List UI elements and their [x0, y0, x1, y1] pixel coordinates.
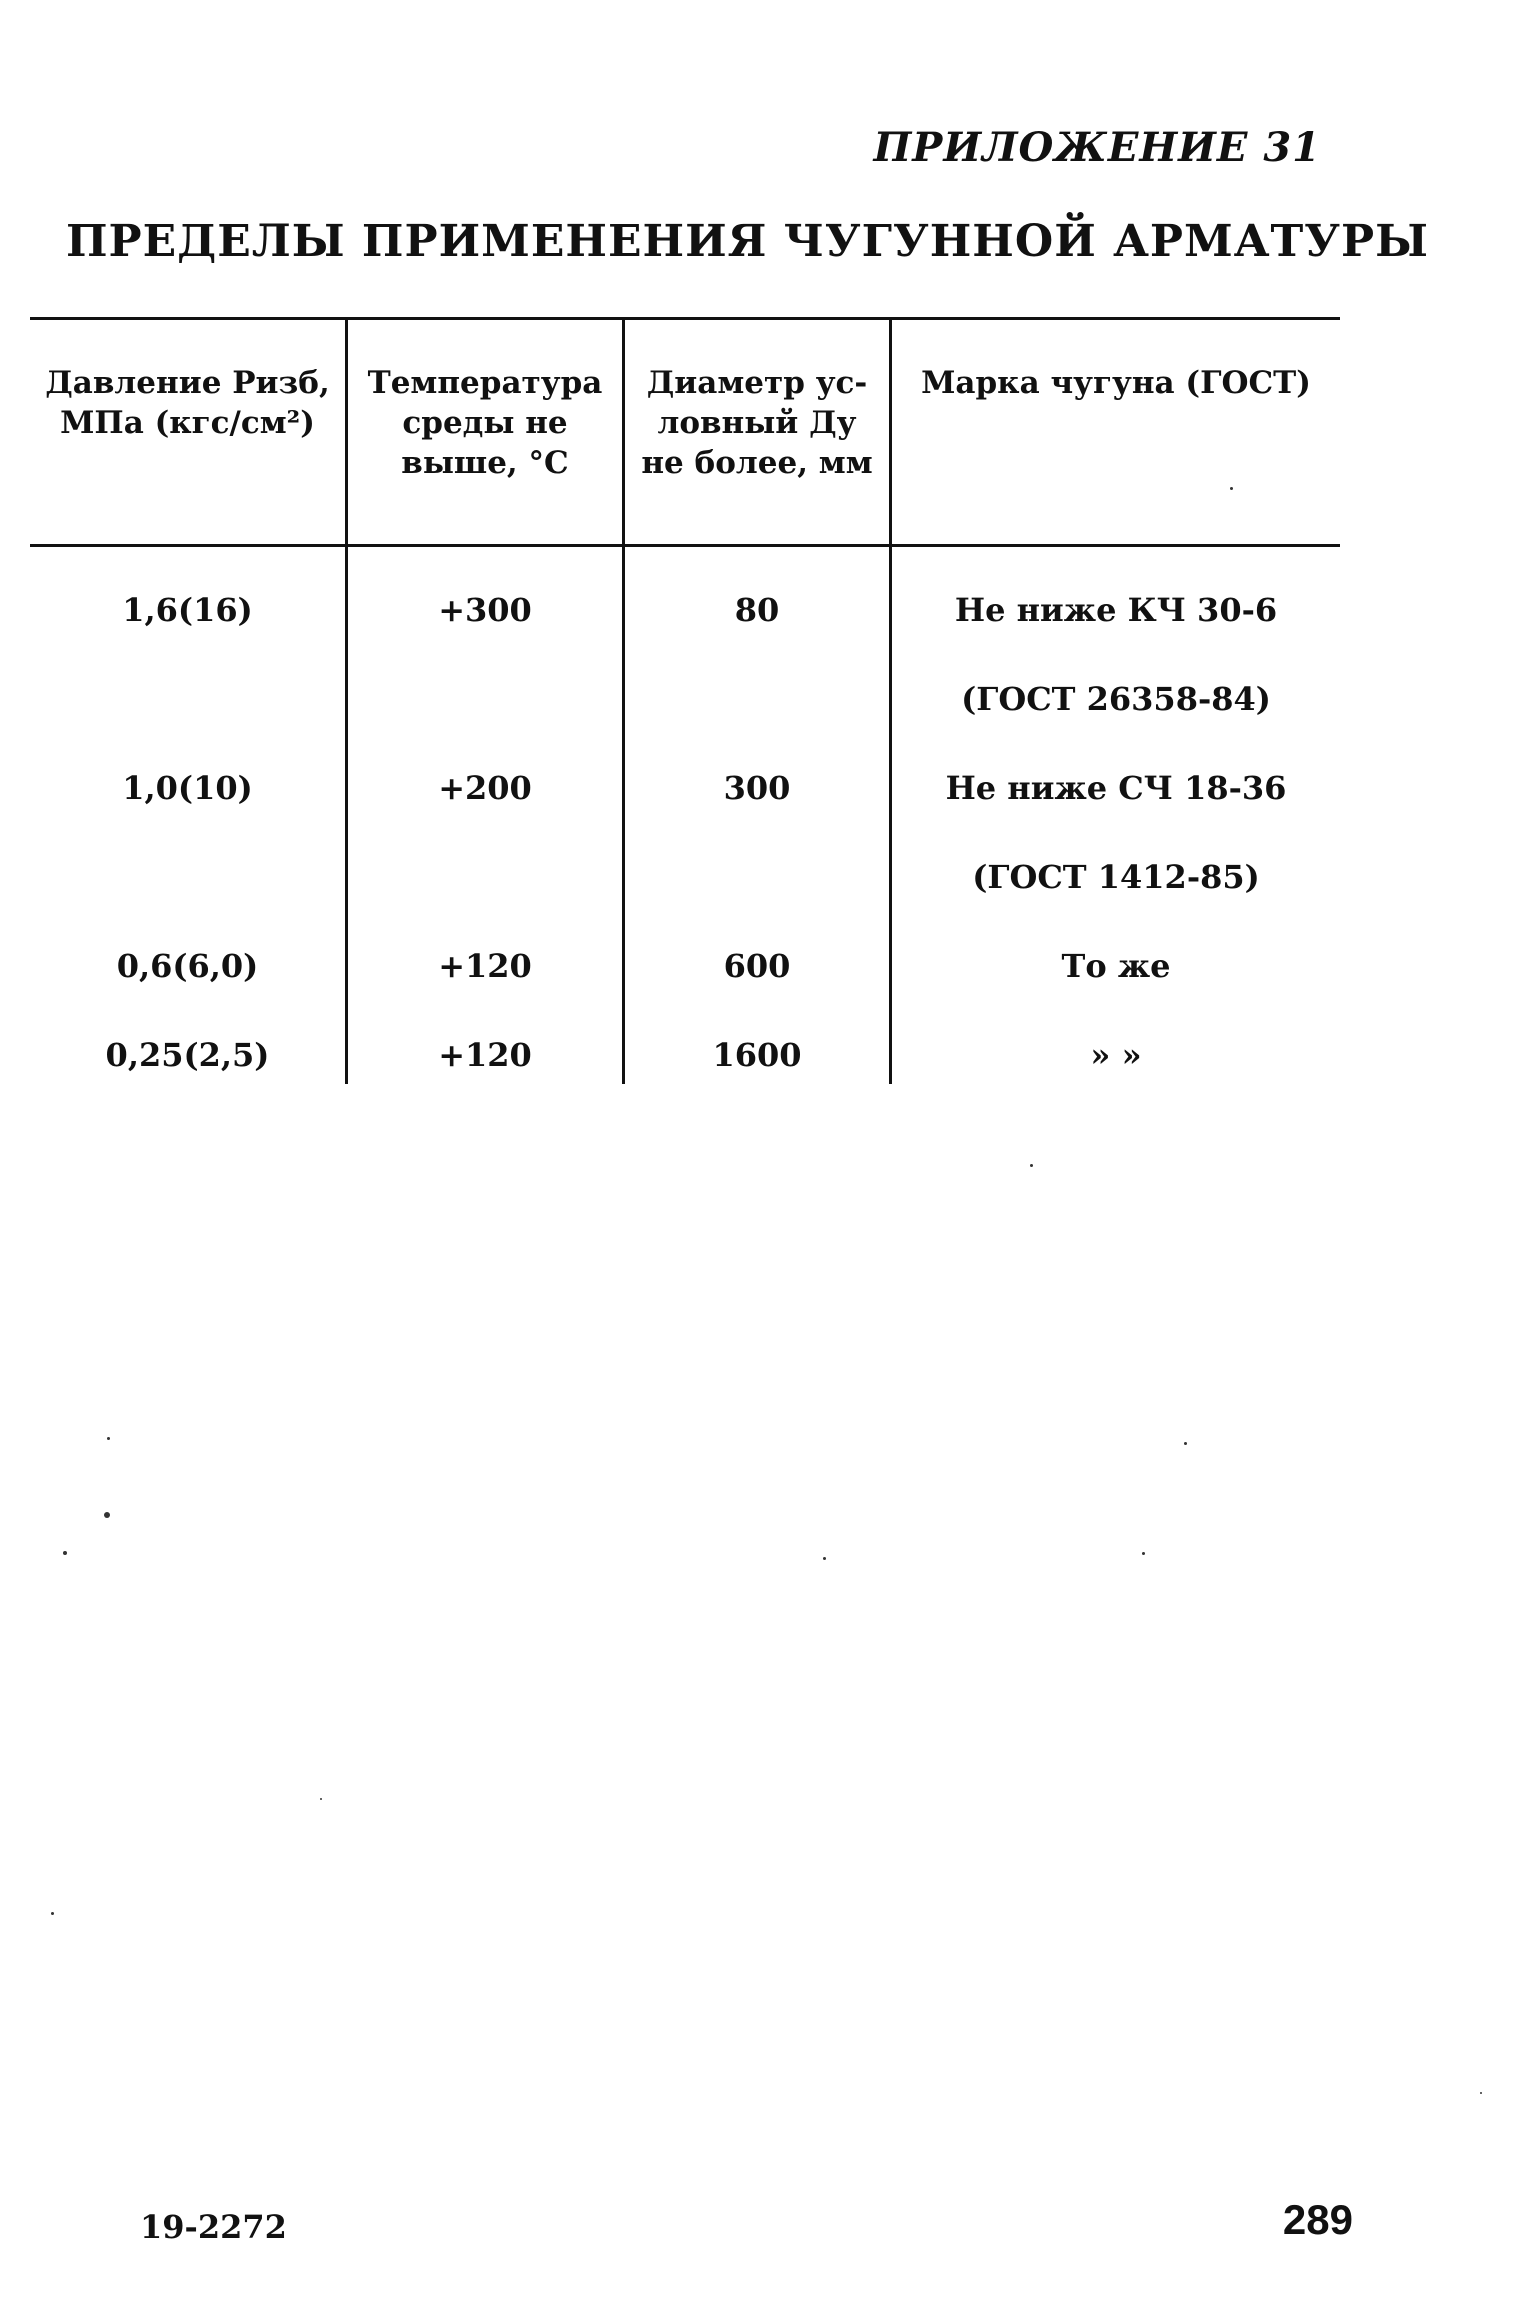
scan-speck — [823, 1557, 826, 1560]
cell-grade: Не ниже КЧ 30-6 — [954, 591, 1278, 629]
header-diameter-line: Диаметр ус- — [646, 365, 868, 401]
table-top-rule — [30, 317, 1340, 320]
scan-speck — [104, 1512, 110, 1518]
cell-grade: » » — [1090, 1036, 1142, 1074]
header-temperature-line: выше, °C — [401, 445, 569, 481]
cell-diameter: 80 — [734, 591, 780, 629]
scan-speck — [1480, 2092, 1482, 2094]
header-diameter-line: не более, мм — [641, 445, 873, 481]
cell-grade: Не ниже СЧ 18-36 — [945, 769, 1287, 807]
cell-pressure: 1,6(16) — [122, 591, 253, 629]
header-grade-line: Марка чугуна (ГОСТ) — [921, 365, 1311, 401]
appendix-label: ПРИЛОЖЕНИЕ 31 — [873, 124, 1321, 171]
page-number: 289 — [1282, 2196, 1353, 2243]
table-header-rule — [30, 544, 1340, 547]
cell-temperature: +300 — [438, 591, 532, 629]
cell-grade: (ГОСТ 1412-85) — [972, 858, 1260, 896]
cell-diameter: 300 — [723, 769, 791, 807]
page-title: ПРЕДЕЛЫ ПРИМЕНЕНИЯ ЧУГУННОЙ АРМАТУРЫ — [66, 216, 1429, 267]
scan-speck — [1142, 1552, 1145, 1555]
cell-temperature: +120 — [438, 947, 532, 985]
header-pressure-line: МПа (кгс/см²) — [60, 405, 315, 441]
header-temperature-line: среды не — [402, 405, 568, 441]
scan-speck — [51, 1912, 54, 1915]
cell-temperature: +120 — [438, 1036, 532, 1074]
header-temperature-line: Температура — [367, 365, 603, 401]
header-diameter — [625, 363, 889, 483]
header-diameter-line: ловный Ду — [657, 405, 857, 441]
cell-temperature: +200 — [438, 769, 532, 807]
scan-speck — [1030, 1164, 1033, 1167]
signature-code: 19-2272 — [140, 2208, 287, 2246]
scan-speck — [1230, 487, 1233, 490]
cell-grade: (ГОСТ 26358-84) — [961, 680, 1271, 718]
scan-speck — [320, 1798, 322, 1800]
cell-pressure: 1,0(10) — [122, 769, 253, 807]
cell-diameter: 1600 — [712, 1036, 802, 1074]
header-cast-iron-grade — [892, 363, 1340, 403]
scan-speck — [1184, 1442, 1187, 1445]
limits-table — [30, 317, 1340, 1084]
scan-speck — [63, 1551, 67, 1555]
cell-diameter: 600 — [723, 947, 791, 985]
header-pressure-line: Давление Ризб, — [45, 365, 330, 401]
scan-speck — [107, 1437, 110, 1440]
cell-pressure: 0,25(2,5) — [105, 1036, 270, 1074]
header-pressure — [30, 363, 345, 443]
cell-grade: То же — [1061, 947, 1171, 985]
header-temperature — [348, 363, 622, 483]
cell-pressure: 0,6(6,0) — [116, 947, 259, 985]
